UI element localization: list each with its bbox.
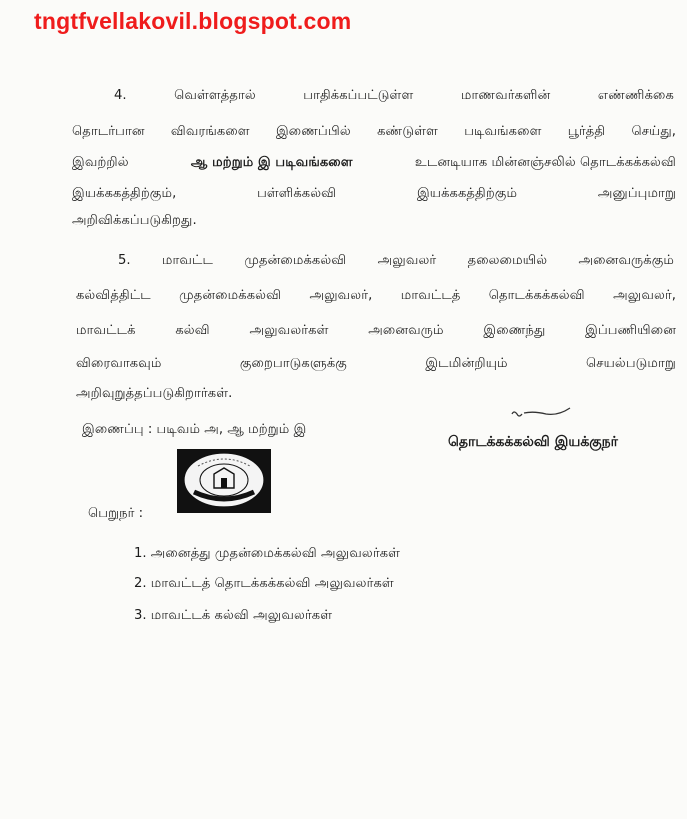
word: தொடர்பான [72,124,145,139]
word: மாவட்டத் [400,288,461,303]
word: இணைந்து [483,323,546,338]
word: செய்து, [631,124,676,139]
para4-line1 [114,88,674,104]
word: அலுவலர், [309,288,373,303]
word: 4. [114,88,127,103]
para5-line3 [76,323,676,339]
signature-mark [506,402,576,424]
word: மாவட்டக் [76,323,136,338]
para5-line4 [76,356,676,372]
para4-line2 [72,124,676,140]
word: விரைவாகவும் [76,356,162,371]
word: அனுப்புமாறு [597,186,676,201]
phrase: உடனடியாக மின்னஞ்சலில் தொடக்கக்கல்வி [414,155,676,170]
word: இப்பணியினை [585,323,676,338]
word: முதன்மைக்கல்வி [179,288,282,303]
word: இவற்றில் [72,155,129,170]
word: படிவங்களை [464,124,542,139]
word: செயல்படுமாறு [586,356,676,371]
word: விவரங்களை [170,124,250,139]
para4-line5: அறிவிக்கப்படுகிறது. [72,213,197,228]
recipient-item: 2. மாவட்டத் தொடக்கக்கல்வி அலுவலர்கள் [134,576,394,591]
word: குறைபாடுகளுக்கு [239,356,347,371]
word: கல்வித்திட்ட [76,288,151,303]
word: அனைவரும் [368,323,444,338]
word: தொடக்கக்கல்வி [488,288,585,303]
word: இயக்ககத்திற்கும், [72,186,177,201]
word: முதன்மைக்கல்வி [244,253,347,268]
para4-line4 [72,186,676,202]
word: இணைப்பில் [275,124,351,139]
word: எண்ணிக்கை [597,88,674,103]
word: அலுவலர் [377,253,437,268]
recipient-item: 3. மாவட்டக் கல்வி அலுவலர்கள் [134,608,333,623]
government-seal [176,448,272,514]
word: 5. [118,253,131,268]
bold-phrase: ஆ மற்றும் இ படிவங்களை [190,155,353,170]
word: மாவட்ட [161,253,214,268]
word: அலுவலர், [613,288,676,303]
word: தலைமையில் [467,253,548,268]
word: பாதிக்கப்பட்டுள்ள [303,88,414,103]
para5-line5: அறிவுறுத்தப்படுகிறார்கள். [76,386,233,401]
word: பள்ளிக்கல்வி [257,186,337,201]
signatory-title: தொடக்கக்கல்வி இயக்குநர் [448,434,618,450]
word: அனைவருக்கும் [578,253,674,268]
word: மாணவர்களின் [460,88,551,103]
para4-line3 [72,155,676,171]
attachment-line: இணைப்பு : படிவம் அ, ஆ மற்றும் இ [82,422,307,437]
word: கண்டுள்ள [377,124,438,139]
word: இடமின்றியும் [425,356,508,371]
word: வெள்ளத்தால் [174,88,256,103]
para5-line2 [76,288,676,304]
word: அலுவலர்கள் [249,323,329,338]
recipients-heading: பெறுநர் : [88,506,144,521]
para5-line1 [118,253,674,269]
word: பூர்த்தி [567,124,606,139]
word: இயக்ககத்திற்கும் [416,186,518,201]
blog-watermark: tngtfvellakovil.blogspot.com [34,8,352,34]
recipient-item: 1. அனைத்து முதன்மைக்கல்வி அலுவலர்கள் [134,546,401,561]
word: கல்வி [175,323,210,338]
